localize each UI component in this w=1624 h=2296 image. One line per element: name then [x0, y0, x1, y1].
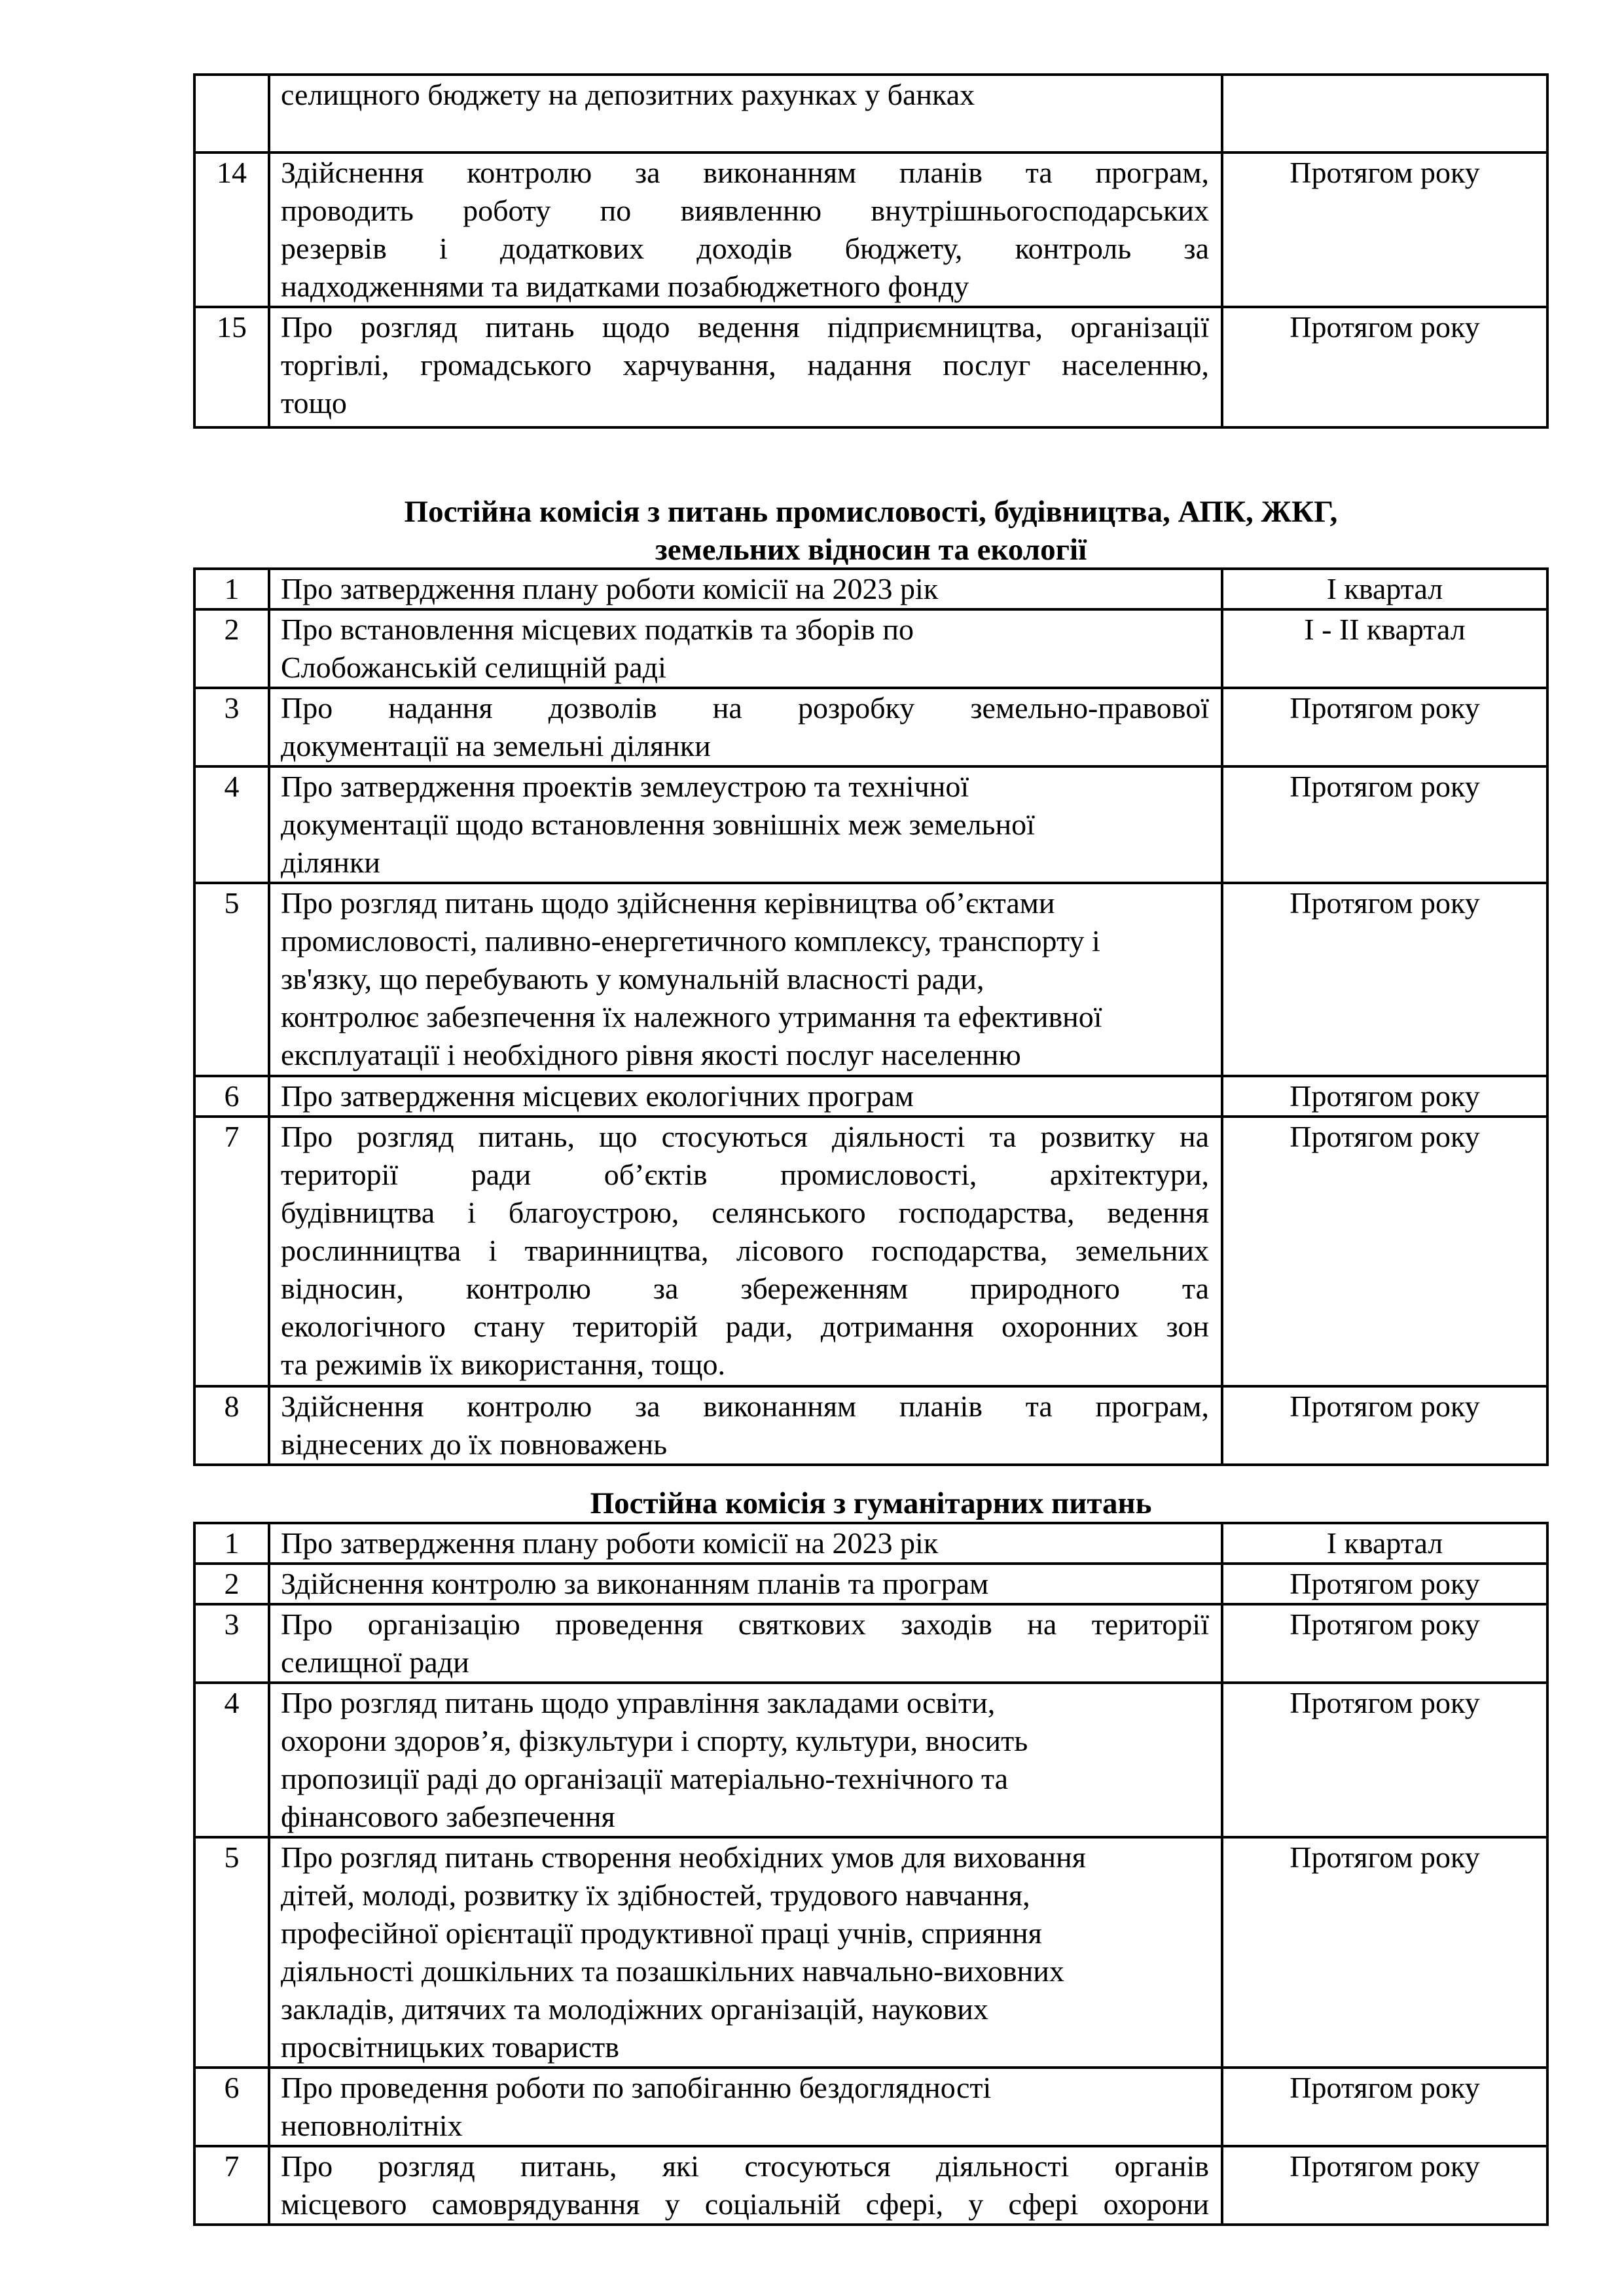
description-line: Про розгляд питань, які стосуються діяльності органів [281, 2149, 1209, 2183]
description-line: Здійснення контролю за виконанням планів та програм, [281, 156, 1209, 189]
row-number: 7 [194, 2146, 269, 2225]
table-row [194, 1604, 1547, 1683]
row-number: 2 [194, 1564, 269, 1604]
row-deadline: Протягом року [1222, 152, 1547, 307]
description-line: документації щодо встановлення зовнішніх меж земельної [281, 808, 1035, 841]
description-line: Слобожанській селищній раді [281, 651, 666, 684]
description-line: Про надання дозволів на розробку земельно-правової [281, 691, 1209, 725]
description-line: Про розгляд питань щодо ведення підприємництва, організації [281, 310, 1209, 344]
table-row [194, 1683, 1547, 1837]
row-description [269, 152, 1222, 307]
section-heading-humanitarian-text: Постійна комісія з гуманітарних питань [590, 1486, 1152, 1520]
table-row [194, 75, 1547, 152]
table-row [194, 1564, 1547, 1604]
description-line: ділянки [281, 846, 380, 879]
description-line: Про затвердження проектів землеустрою та технічної [281, 770, 969, 803]
description-line: дітей, молоді, розвитку їх здібностей, трудового навчання, [281, 1878, 1030, 1912]
row-deadline [1222, 75, 1547, 152]
description-line: проводить роботу по виявленню внутрішньогосподарських [281, 194, 1209, 227]
row-number: 8 [194, 1386, 269, 1465]
row-number: 5 [194, 1837, 269, 2068]
table-row [194, 1076, 1547, 1117]
row-number [194, 75, 269, 152]
row-number: 2 [194, 609, 269, 688]
row-description [269, 1523, 1222, 1564]
description-line: Про організацію проведення святкових заходів на території [281, 1607, 1209, 1641]
row-description [269, 1386, 1222, 1465]
row-description [269, 1604, 1222, 1683]
description-line: контролює забезпечення їх належного утримання та ефективної [281, 1000, 1102, 1033]
budget-commission-table [193, 73, 1549, 429]
row-number: 3 [194, 688, 269, 766]
industry-commission-table [193, 567, 1549, 1466]
table-row [194, 152, 1547, 307]
row-description [269, 2068, 1222, 2146]
description-line: Про затвердження плану роботи комісії на 2023 рік [281, 1526, 939, 1560]
table-row [194, 307, 1547, 427]
row-description [269, 1117, 1222, 1386]
description-line: та режимів їх використання, тощо. [281, 1348, 726, 1381]
row-description [269, 766, 1222, 883]
row-description [269, 75, 1222, 152]
description-line: Про проведення роботи по запобіганню бездоглядності [281, 2071, 992, 2104]
row-deadline: Протягом року [1222, 766, 1547, 883]
description-line: місцевого самоврядування у соціальній сфері, у сфері охорони [281, 2187, 1209, 2221]
row-deadline: І - ІІ квартал [1222, 609, 1547, 688]
humanitarian-commission-table [193, 1522, 1549, 2226]
row-description [269, 307, 1222, 427]
row-number: 6 [194, 2068, 269, 2146]
row-deadline: Протягом року [1222, 1386, 1547, 1465]
row-deadline: Протягом року [1222, 1564, 1547, 1604]
description-line: діяльності дошкільних та позашкільних навчально-виховних [281, 1954, 1064, 1988]
row-deadline: Протягом року [1222, 1117, 1547, 1386]
row-description [269, 1837, 1222, 2068]
description-line: Про затвердження місцевих екологічних програм [281, 1079, 914, 1113]
section-heading-humanitarian [193, 1484, 1549, 1522]
description-line: території ради об’єктів промисловості, архітектури, [281, 1158, 1209, 1191]
description-line: селищної ради [281, 1645, 469, 1679]
description-line: екологічного стану територій ради, дотримання охоронних зон [281, 1310, 1209, 1343]
row-number: 14 [194, 152, 269, 307]
description-line: тощо [281, 386, 347, 420]
row-number: 3 [194, 1604, 269, 1683]
table-row [194, 2068, 1547, 2146]
row-number: 15 [194, 307, 269, 427]
row-deadline: І квартал [1222, 569, 1547, 609]
description-line: віднесених до їх повноважень [281, 1427, 668, 1461]
description-line: неповнолітніх [281, 2109, 463, 2142]
table-row [194, 1523, 1547, 1564]
description-line: документації на земельні ділянки [281, 729, 711, 762]
description-line: закладів, дитячих та молодіжних організацій, наукових [281, 1992, 988, 2026]
description-line: Про розгляд питань щодо здійснення керівництва об’єктами [281, 886, 1055, 920]
table-row [194, 1117, 1547, 1386]
description-line: професійної орієнтації продуктивної праці учнів, сприяння [281, 1916, 1042, 1950]
description-line: резервів і додаткових доходів бюджету, контроль за [281, 232, 1209, 265]
description-line: фінансового забезпечення [281, 1800, 615, 1833]
row-number: 1 [194, 1523, 269, 1564]
description-line: охорони здоров’я, фізкультури і спорту, культури, вносить [281, 1724, 1028, 1757]
table-row [194, 1837, 1547, 2068]
description-line: торгівлі, громадського харчування, надання послуг населенню, [281, 348, 1209, 382]
table-row [194, 766, 1547, 883]
row-deadline: Протягом року [1222, 883, 1547, 1076]
row-deadline: Протягом року [1222, 688, 1547, 766]
table-row [194, 1386, 1547, 1465]
row-number: 4 [194, 766, 269, 883]
table-row [194, 2146, 1547, 2225]
row-number: 7 [194, 1117, 269, 1386]
row-description [269, 883, 1222, 1076]
description-line: пропозиції раді до організації матеріально-технічного та [281, 1762, 1009, 1795]
row-deadline: Протягом року [1222, 1076, 1547, 1117]
description-line: промисловості, паливно-енергетичного комплексу, транспорту і [281, 924, 1100, 958]
description-line: просвітницьких товариств [281, 2030, 619, 2064]
table-row [194, 688, 1547, 766]
row-number: 4 [194, 1683, 269, 1837]
row-deadline: І квартал [1222, 1523, 1547, 1564]
section-heading-industry-line2: земельних відносин та екології [655, 533, 1087, 567]
table-row [194, 883, 1547, 1076]
row-deadline: Протягом року [1222, 1837, 1547, 2068]
description-line: будівництва і благоустрою, селянського господарства, ведення [281, 1196, 1209, 1229]
row-deadline: Протягом року [1222, 1683, 1547, 1837]
row-deadline: Протягом року [1222, 1604, 1547, 1683]
description-line: Про затвердження плану роботи комісії на 2023 рік [281, 572, 939, 605]
row-description [269, 2146, 1222, 2225]
row-number: 6 [194, 1076, 269, 1117]
description-line: Про розгляд питань, що стосуються діяльності та розвитку на [281, 1120, 1209, 1153]
row-number: 1 [194, 569, 269, 609]
description-line: Про розгляд питань створення необхідних умов для виховання [281, 1840, 1086, 1874]
table-row [194, 569, 1547, 609]
description-line: Про встановлення місцевих податків та зборів по [281, 613, 914, 646]
description-line: селищного бюджету на депозитних рахунках у банках [281, 78, 975, 111]
description-line: рослинництва і тваринництва, лісового господарства, земельних [281, 1234, 1209, 1267]
description-line: Здійснення контролю за виконанням планів та програм [281, 1567, 989, 1600]
section-heading-industry [193, 493, 1549, 569]
description-line: Про розгляд питань щодо управління закладами освіти, [281, 1686, 996, 1719]
row-number: 5 [194, 883, 269, 1076]
row-description [269, 1683, 1222, 1837]
row-deadline: Протягом року [1222, 2146, 1547, 2225]
row-description [269, 1076, 1222, 1117]
description-line: експлуатації і необхідного рівня якості послуг населенню [281, 1038, 1021, 1071]
row-description [269, 609, 1222, 688]
description-line: зв'язку, що перебувають у комунальній власності ради, [281, 962, 984, 996]
row-description [269, 688, 1222, 766]
row-deadline: Протягом року [1222, 2068, 1547, 2146]
description-line: надходженнями та видатками позабюджетного фонду [281, 270, 969, 303]
description-line: Здійснення контролю за виконанням планів та програм, [281, 1390, 1209, 1423]
table-row [194, 609, 1547, 688]
row-description [269, 569, 1222, 609]
description-line: відносин, контролю за збереженням природного та [281, 1272, 1209, 1305]
section-heading-industry-line1: Постійна комісія з питань промисловості, будівництва, АПК, ЖКГ, [404, 495, 1338, 529]
row-description [269, 1564, 1222, 1604]
row-deadline: Протягом року [1222, 307, 1547, 427]
